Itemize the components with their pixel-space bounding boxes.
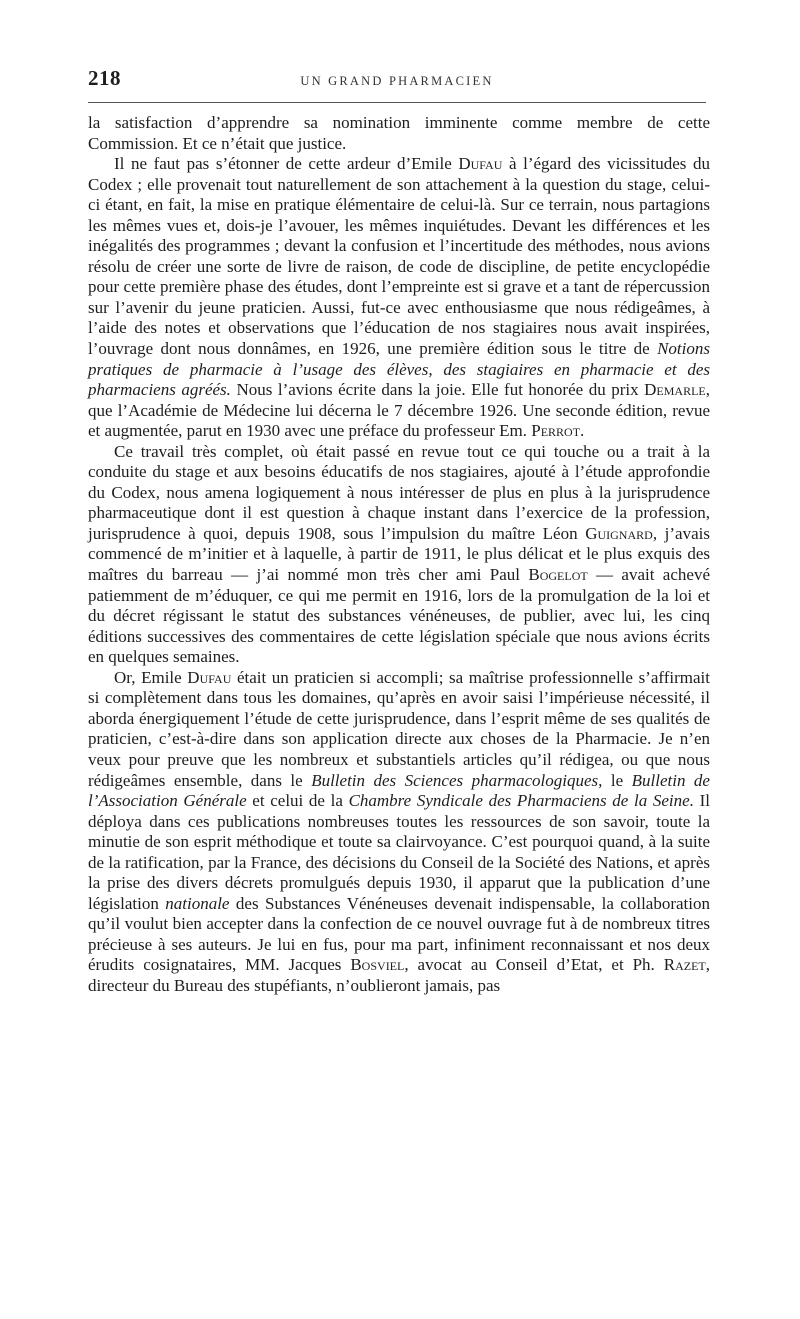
text-run: , j’avais commencé de m’initier et à laquelle, à partir de 1911, le plus délicat et le plus exquis des maîtres du barreau — j’ai nommé mon très cher ami Paul (88, 523, 710, 585)
small-caps-name: Razet (663, 955, 706, 975)
small-caps-name: Guignard (585, 523, 653, 543)
small-caps-name: Dufau (458, 154, 503, 174)
paragraph (88, 442, 710, 668)
text-run: était un praticien si accompli; sa maîtrise professionnelle s’affirmait si complètement dans tous les domaines, qu’après en avoir saisi l’impérieuse nécessité, il aborda énergiquement l’étude de cette jurisprudence, dans l’esprit même de ses qualités de praticien, c’est-à-dire dans son application directe aux choses de la Pharmacie. Je n’en veux pour preuve que les nombreux et substantiels articles qu’il rédigea, ou que nous rédigeâmes ensemble, dans le (88, 667, 711, 790)
paragraph (88, 113, 710, 154)
running-title: UN GRAND PHARMACIEN (300, 74, 494, 88)
text-run: Nous l’avions écrite dans la joie. Elle fut honorée du prix (230, 380, 645, 400)
small-caps-name: Perrot (531, 421, 581, 441)
italic-text: nationale (165, 893, 230, 913)
small-caps-name: Dufau (187, 667, 232, 687)
paragraph (88, 668, 710, 997)
paragraph (88, 154, 710, 442)
text-run: la satisfaction d’apprendre sa nomination imminente comme membre de cette Commission. Et ce n’était que justice. (88, 113, 710, 153)
text-run: , que l’Académie de Médecine lui décerna le 7 décembre 1926. Une seconde édition, revue et augmentée, parut en 1930 avec une préface du professeur Em. (88, 380, 710, 441)
italic-text: Notions pratiques de pharmacie à l’usage des élèves, des stagiaires en pharmacie et des pharmaciens agréés. (88, 339, 710, 400)
italic-text: Bulletin de l’Association Générale (88, 770, 710, 811)
text-run: Il déploya dans ces publications nombreuses toutes les ressources de son savoir, toute la minutie de son esprit méthodique et toute sa clairvoyance. C’est pourquoi quand, à la suite de la ratification, par la France, des décisions du Conseil de la Société des Nations, et après la prise des divers décrets promulgués depuis 1930, il apparut que la publication d’une législation (88, 791, 710, 913)
text-run: Il ne faut pas s’étonner de cette ardeur d’Emile (114, 154, 459, 174)
small-caps-name: Bogelot (528, 565, 588, 585)
page-number: 218 (88, 66, 121, 90)
text-run: le (602, 770, 632, 790)
italic-text: Bulletin des Sciences pharmacologiques, (311, 770, 603, 790)
text-run: et celui de la (246, 791, 349, 811)
body-text (88, 113, 710, 997)
text-run: , directeur du Bureau des stupéfiants, n’oublieront jamais, pas (88, 955, 710, 995)
text-run: à l’égard des vicissitudes du Codex ; elle provenait tout naturellement de son attachement à la question du stage, celui-ci étant, en fait, la mise en pratique élémentaire de celui-là. Sur ce terrain, nous partagions les mêmes vues et, dois-je l’avouer, les mêmes inquiétudes. Devant les différences et les inégalités des programmes ; devant la confusion et l’incertitude des méthodes, nous avions résolu de créer une sorte de livre de raison, de code de discipline, de petite encyclopédie pour cette première phase des études, dont l’empreinte est si grave et a tant de répercussion sur l’avenir du jeune praticien. Aussi, fut-ce avec enthousiasme que nous rédigeâmes, à l’aide des notes et observations que l’éducation de nos stagiaires nous avait inspirées, l’ouvrage dont nous donnâmes, en 1926, une première édition sous le titre de (88, 154, 710, 359)
italic-text: Chambre Syndicale des Pharmaciens de la Seine. (348, 791, 694, 811)
text-run: Or, Emile (114, 667, 188, 687)
small-caps-name: Bosviel (350, 955, 405, 975)
text-run: , avocat au Conseil d’Etat, et Ph. (404, 955, 664, 975)
small-caps-name: Demarle (644, 380, 706, 400)
text-run: des Substances Vénéneuses devenait indispensable, la collaboration qu’il voulut bien accepter dans la confection de ce nouvel ouvrage fut à de nombreux titres précieuse à ses auteurs. Je lui en fus, pour ma part, infiniment reconnaissant et nos deux érudits cosignataires, MM. Jacques (88, 893, 710, 975)
text-run: . (580, 421, 585, 441)
page-header (88, 66, 706, 103)
text-run: — avait achevé patiemment de m’éduquer, ce qui me permit en 1916, lors de la promulgation de la loi et du décret régissant le statut des substances vénéneuses, de publier, avec lui, les cinq éditions successives des commentaires de cette législation spéciale que nous avions écrits en quelques semaines. (88, 565, 710, 667)
text-run: Ce travail très complet, où était passé en revue tout ce qui touche ou a trait à la conduite du stage et aux besoins éducatifs de nos stagiaires, ajouté à l’étude approfondie du Codex, nous amena logiquement à nous intéresser de plus en plus à la jurisprudence pharmaceutique dont il est question à chaque instant dans l’exercice de la profession, jurisprudence à quoi, depuis 1908, sous l’impulsion du maître Léon (88, 441, 710, 543)
